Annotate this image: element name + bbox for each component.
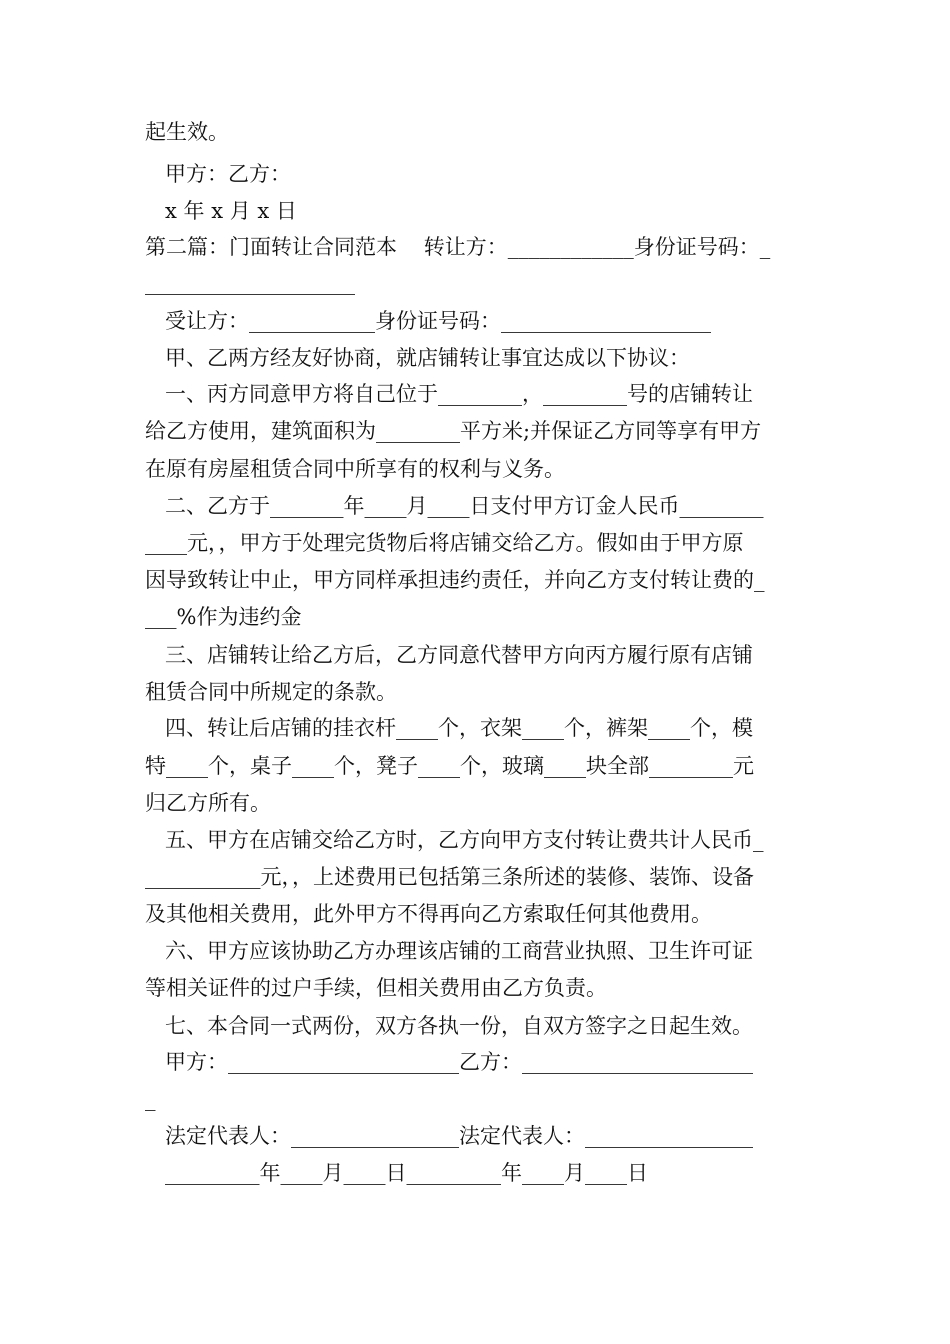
text-line: 租赁合同中所规定的条款。 — [145, 680, 397, 704]
text-line: ___________元，，上述费用已包括第三条所述的装修、装饰、设备 — [145, 865, 754, 889]
text-line: 三、店铺转让给乙方后，乙方同意代替甲方向丙方履行原有店铺 — [165, 643, 753, 667]
text-line: 受让方：____________身份证号码：____________________ — [165, 309, 711, 333]
text-line: 起生效。 — [145, 120, 229, 144]
text-line: 甲方：乙方： — [165, 162, 291, 186]
text-line: 五、甲方在店铺交给乙方时，乙方向甲方支付转让费共计人民币_ — [165, 828, 764, 852]
signature-line: 法定代表人：________________法定代表人：________________ — [165, 1124, 753, 1148]
text-line: _ — [145, 1087, 156, 1111]
text-line: 七、本合同一式两份，双方各执一份，自双方签字之日起生效。 — [165, 1014, 753, 1038]
text-line: 在原有房屋租赁合同中所享有的权利与义务。 — [145, 457, 565, 481]
text-line: 及其他相关费用，此外甲方不得再向乙方索取任何其他费用。 — [145, 902, 712, 926]
text-line: 甲、乙两方经友好协商，就店铺转让事宜达成以下协议： — [165, 346, 690, 370]
text-line: 六、甲方应该协助乙方办理该店铺的工商营业执照、卫生许可证 — [165, 939, 753, 963]
text-line: ___%作为违约金 — [145, 605, 302, 629]
text-line: 归乙方所有。 — [145, 791, 271, 815]
text-line: 二、乙方于_______年____月____日支付甲方订金人民币________ — [165, 494, 764, 518]
signature-line: 甲方：______________________乙方：______________________ — [165, 1050, 753, 1074]
text-line: 特____个，桌子____个，凳子____个，玻璃____块全部________元 — [145, 754, 754, 778]
text-line: ____元，，甲方于处理完货物后将店铺交给乙方。假如由于甲方原 — [145, 531, 744, 555]
text-line: 给乙方使用，建筑面积为________平方米;并保证乙方同等享有甲方 — [145, 419, 762, 443]
section-heading: 第二篇：门面转让合同范本 转让方：____________身份证号码：_ — [145, 235, 771, 259]
text-line: x 年 x 月 x 日 — [165, 199, 297, 223]
date-line: _________年____月____日_________年____月____日 — [165, 1161, 648, 1185]
text-line: ____________________ — [145, 271, 355, 295]
text-line: 等相关证件的过户手续，但相关费用由乙方负责。 — [145, 976, 607, 1000]
text-line: 因导致转让中止，甲方同样承担违约责任，并向乙方支付转让费的_ — [145, 568, 765, 592]
text-line: 四、转让后店铺的挂衣杆____个，衣架____个，裤架____个，模 — [165, 716, 753, 740]
text-line: 一、丙方同意甲方将自己位于________，________号的店铺转让 — [165, 382, 753, 406]
